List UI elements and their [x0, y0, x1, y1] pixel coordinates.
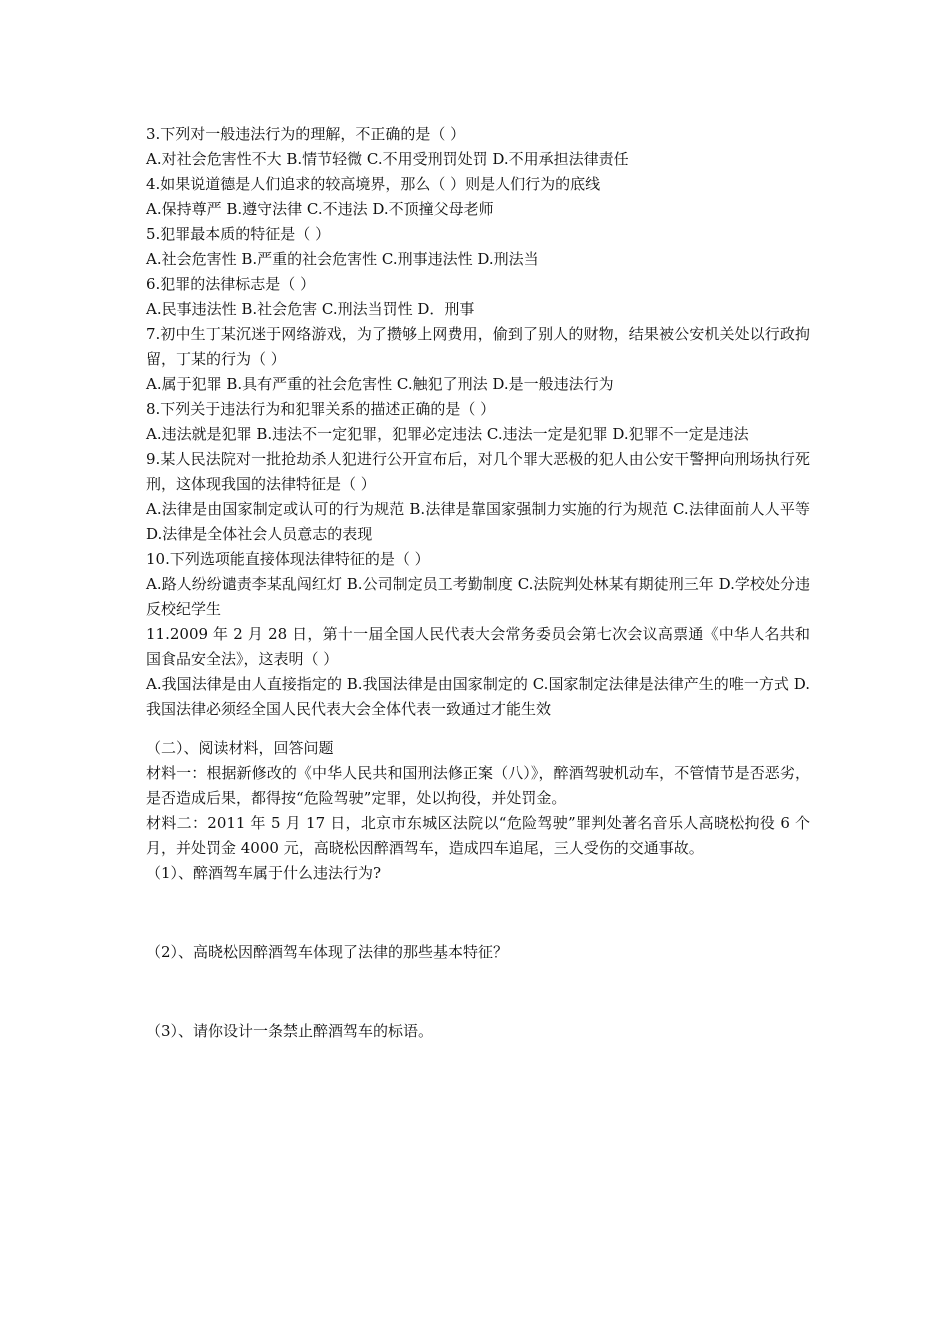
answer-space-1 — [146, 886, 810, 940]
question-5-options: A.社会危害性 B.严重的社会危害性 C.刑事违法性 D.刑法当 — [146, 250, 539, 268]
answer-space-2 — [146, 965, 810, 1019]
question-8-stem: 8.下列关于违法行为和犯罪关系的描述正确的是（ ） — [146, 400, 496, 418]
question-11-options: A.我国法律是由人直接指定的 B.我国法律是由国家制定的 C.国家制定法律是法律产生的唯一方式 D.我国法律必须经全国人民代表大会全体代表一致通过才能生效 — [146, 675, 810, 718]
reading-question-3: （3）、请你设计一条禁止醉酒驾车的标语。 — [146, 1022, 434, 1040]
reading-question-1: （1）、醉酒驾车属于什么违法行为? — [146, 864, 382, 882]
question-4-options: A.保持尊严 B.遵守法律 C.不违法 D.不顶撞父母老师 — [146, 200, 494, 218]
material-two: 材料二：2011 年 5 月 17 日，北京市东城区法院以“危险驾驶”罪判处著名音乐人高晓松拘役 6 个月，并处罚金 4000 元，高晓松因醉酒驾车，造成四车追尾，三人受伤的交通事故。 — [146, 814, 810, 857]
question-10-options: A.路人纷纷谴责李某乱闯红灯 B.公司制定员工考勤制度 C.法院判处林某有期徒刑三年 D.学校处分违反校纪学生 — [146, 575, 810, 618]
question-6-options: A.民事违法性 B.社会危害 C.刑法当罚性 D．刑事 — [146, 300, 475, 318]
question-4-stem: 4.如果说道德是人们追求的较高境界，那么（ ）则是人们行为的底线 — [146, 175, 601, 193]
question-6-stem: 6.犯罪的法律标志是（ ） — [146, 275, 316, 293]
material-one: 材料一：根据新修改的《中华人民共和国刑法修正案（八）》，醉酒驾驶机动车，不管情节是否恶劣，是否造成后果，都得按“危险驾驶”定罪，处以拘役，并处罚金。 — [146, 764, 810, 807]
reading-heading: （二）、阅读材料，回答问题 — [146, 739, 334, 757]
question-7-options: A.属于犯罪 B.具有严重的社会危害性 C.触犯了刑法 D.是一般违法行为 — [146, 375, 614, 393]
question-5-stem: 5.犯罪最本质的特征是（ ） — [146, 225, 331, 243]
question-8-options: A.违法就是犯罪 B.违法不一定犯罪，犯罪必定违法 C.违法一定是犯罪 D.犯罪不一定是违法 — [146, 425, 749, 443]
document-body — [146, 122, 810, 1044]
question-7-stem: 7.初中生丁某沉迷于网络游戏，为了攒够上网费用，偷到了别人的财物，结果被公安机关处以行政拘留，丁某的行为（ ） — [146, 325, 810, 368]
question-10-stem: 10.下列选项能直接体现法律特征的是（ ） — [146, 550, 430, 568]
section-spacer — [146, 722, 810, 736]
question-3-stem: 3.下列对一般违法行为的理解，不正确的是（ ） — [146, 125, 466, 143]
question-3-options: A.对社会危害性不大 B.情节轻微 C.不用受刑罚处罚 D.不用承担法律责任 — [146, 150, 629, 168]
question-9-stem: 9.某人民法院对一批抢劫杀人犯进行公开宣布后，对几个罪大恶极的犯人由公安干警押向刑场执行死刑，这体现我国的法律特征是（ ） — [146, 450, 810, 493]
reading-question-2: （2）、高晓松因醉酒驾车体现了法律的那些基本特征？ — [146, 943, 509, 961]
question-9-options: A.法律是由国家制定或认可的行为规范 B.法律是靠国家强制力实施的行为规范 C.法律面前人人平等 D.法律是全体社会人员意志的表现 — [146, 500, 810, 543]
question-11-stem: 11.2009 年 2 月 28 日，第十一届全国人民代表大会常务委员会第七次会议高票通《中华人名共和国食品安全法》，这表明（ ） — [146, 625, 810, 668]
